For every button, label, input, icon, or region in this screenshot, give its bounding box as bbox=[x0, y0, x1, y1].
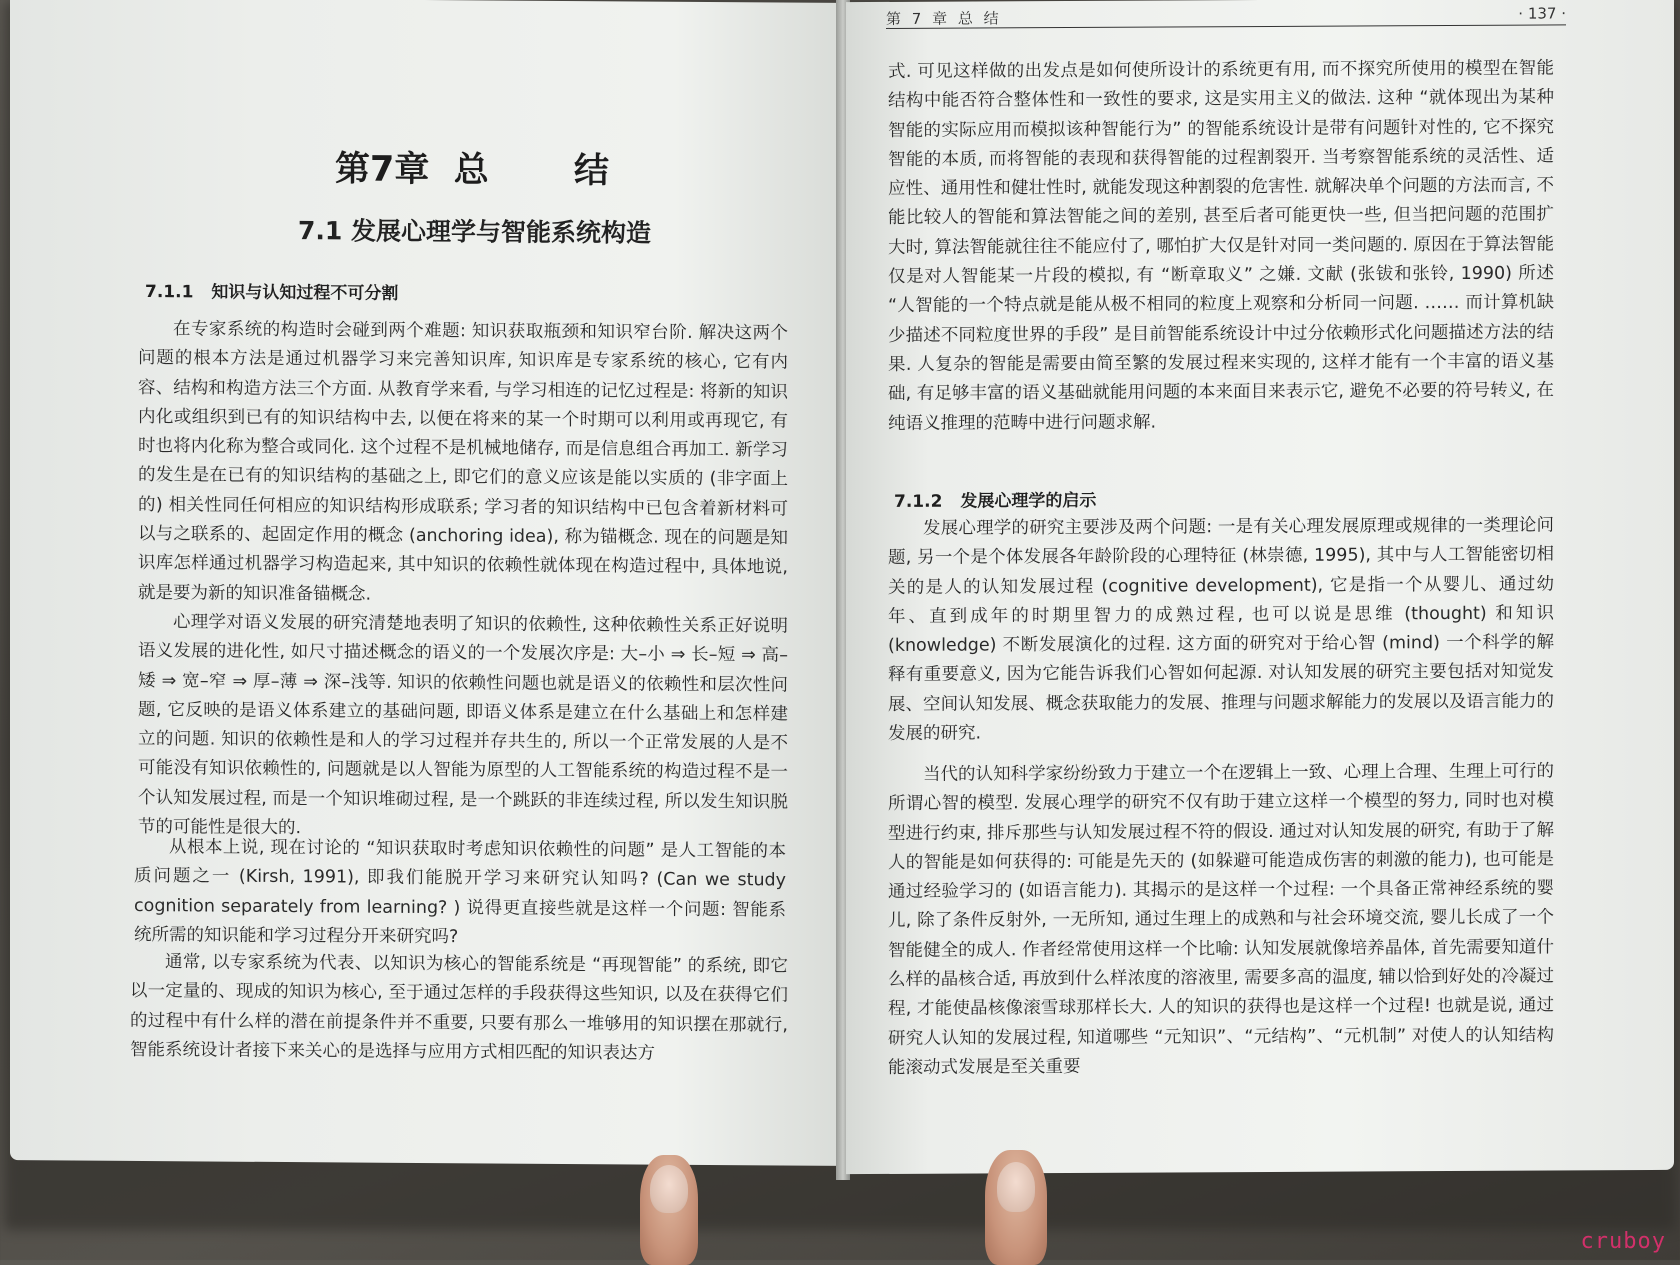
paragraph-continued: 式. 可见这样做的出发点是如何使所设计的系统更有用, 而不探究所使用的模型在智能结构中能否符合整体性和一致性的要求, 这是实用主义的做法. 这种 “就体现出为某种智能的实际应用而模拟该种智能行为” 的智能系统设计是带有问题针对性的, 它不探究智能的本质, 而将智能的表现和获得智能的过程割裂开. 当考察智能系统的灵活性、适应性、通用性和健壮性时, 就能发现这种割裂的危害性. 就解决单个问题的方法而言, 不能比较人的智能和算法智能之间的差别, 甚至后者可能更快一些, 但当把问题的范围扩大时, 算法智能就往往不能应付了, 哪怕扩大仅是针对同一类问题的. 原因在于算法智能仅是对人智能某一片段的模拟, 有 “断章取义” 之嫌. 文献 (张钹和张铃, 1990) 所述 “人智能的一个特点就是能从极不相同的粒度上观察和分析同一问题. …… 而计算机缺少描述不同粒度世界的手段” 是目前智能系统设计中过分依赖形式化问题描述方法的结果. 人复杂的智能是需要由简至繁的发展过程来实现的, 这样才能有一个丰富的语义基础, 有足够丰富的语义基础就能用问题的本来面目来表示它, 避免不必要的符号转义, 在纯语义推理的范畴中进行问题求解. bbox=[888, 58, 1554, 434]
paragraph-expert-system: 在专家系统的构造时会碰到两个难题: 知识获取瓶颈和知识窄台阶. 解决这两个问题的根本方法是通过机器学习来完善知识库, 知识库是专家系统的核心, 它有内容、结构和构造方法三个方面. 从教育学来看, 与学习相连的记忆过程是: 将新的知识内化或组织到已有的知识结构中去, 以便在将来的某一个时期可以利用或再现它, 有时也将内化称为整合或同化. 这个过程不是机械地储存, 而是信息组合再加工. 新学习的发生是在已有的知识结构的基础之上, 即它们的意义应该是能以实质的 (非字面上的) 相关性同任何相应的知识结构形成联系; 学习者的知识结构中已包含着新材料可以与之联系的、起固定作用的概念 (anchoring idea), 称为锚概念. 现在的问题是知识库怎样通过机器学习构造起来, 其中知识的依赖性就体现在构造过程中, 具体地说, 就是要为新的知识准备锚概念. bbox=[138, 319, 788, 605]
subsection-title: 发展心理学的启示 bbox=[960, 490, 1097, 512]
running-head bbox=[886, 4, 1566, 29]
paragraph-reproduce-intelligence: 通常, 以专家系统为代表、以知识为核心的智能系统是 “再现智能” 的系统, 即它以一定量的、现成的知识为核心, 至于通过怎样的手段获得这些知识, 以及在获得它们的过程中有什么样的潜在前提条件并不重要, 只要有那么一堆够用的知识摆在那就行, 智能系统设计者接下来关心的是选择与应用方式相匹配的知识表达方 bbox=[130, 952, 788, 1064]
paragraph-semantic-development: 心理学对语义发展的研究清楚地表明了知识的依赖性, 这种依赖性关系正好说明语义发展的进化性, 如尺寸描述概念的语义的一个发展次序是: 大–小 ⇒ 长–短 ⇒ 高–矮 ⇒ 宽–窄 ⇒ 厚–薄 ⇒ 深–浅等. 知识的依赖性问题也就是语义的依赖性和层次性问题, 它反映的是语义体系建立的基础问题, 即语义体系是建立在什么基础上和怎样建立的问题. 知识的依赖性是和人的学习过程并存共生的, 所以一个正常发展的人是不可能没有知识依赖性的, 问题就是以人智能为原型的人工智能系统的构造过程不是一个认知发展过程, 而是一个知识堆砌过程, 是一个跳跃的非连续过程, 所以发生知识脱节的可能性是很大的. bbox=[138, 612, 788, 839]
paragraph-developmental-psychology: 发展心理学的研究主要涉及两个问题: 一是有关心理发展原理或规律的一类理论问题, 另一个是个体发展各年龄阶段的心理特征 (林崇德, 1995), 其中与人工智能密切相关的是人的认知发展过程 (cognitive development), 它是指一个从婴儿、通过幼年、直到成年的时期里智力的成熟过程, 也可以说是思维 (thought) 和知识 (knowledge) 不断发展演化的过程. 这方面的研究对于给心智 (mind) 一个科学的解释有重要意义, 因为它能告诉我们心智如何起源. 对认知发展的研究主要包括对知觉发展、空间认知发展、概念获取能力的发展、推理与问题求解能力的发展以及语言能力的发展的研究. bbox=[888, 515, 1554, 745]
subsection-heading-7-1-1 bbox=[145, 277, 398, 304]
running-head-chapter: 第 7 章 总 结 bbox=[886, 9, 1002, 28]
subsection-title: 知识与认知过程不可分割 bbox=[211, 282, 399, 304]
right-thumb bbox=[985, 1150, 1047, 1265]
show-through-text bbox=[160, 38, 177, 102]
subsection-number: 7.1.1 bbox=[145, 282, 194, 303]
section-title: 7.1 发展心理学与智能系统构造 bbox=[298, 216, 651, 248]
watermark: cruboy bbox=[1580, 1229, 1666, 1254]
right-thumbnail bbox=[997, 1162, 1035, 1212]
subsection-number: 7.1.2 bbox=[894, 491, 943, 512]
page-number: · 137 · bbox=[1518, 4, 1566, 23]
subsection-heading-7-1-2 bbox=[894, 486, 1096, 512]
right-page bbox=[846, 0, 1674, 1174]
chapter-title: 第7章 总 结 bbox=[335, 149, 610, 192]
left-thumb bbox=[640, 1155, 698, 1265]
left-thumbnail bbox=[650, 1165, 688, 1213]
left-page bbox=[10, 0, 840, 1166]
paragraph-cognitive-science: 当代的认知科学家纷纷致力于建立一个在逻辑上一致、心理上合理、生理上可行的所谓心智的模型. 发展心理学的研究不仅有助于建立这样一个模型的努力, 同时也对模型进行约束, 排斥那些与认知发展过程不符的假设. 通过对认知发展的研究, 有助于了解人的智能是如何获得的: 可能是先天的 (如躲避可能造成伤害的刺激的能力), 也可能是通过经验学习的 (如语言能力). 其揭示的是这样一个过程: 一个具备正常神经系统的婴儿, 除了条件反射外, 一无所知, 通过生理上的成熟和与社会环境交流, 婴儿长成了一个智能健全的成人. 作者经常使用这样一个比喻: 认知发展就像培养晶体, 首先需要知道什么样的晶核合适, 再放到什么样浓度的溶液里, 需要多高的温度, 辅以恰到好处的冷凝过程, 才能使晶核像滚雪球那样长大. 人的知识的获得也是这样一个过程! 也就是说, 通过研究人认知的发展过程, 知道哪些 “元知识”、“元结构”、“元机制” 对使人的认知结构能滚动式发展是至关重要 bbox=[888, 761, 1554, 1078]
paragraph-fundamental-question: 从根本上说, 现在讨论的 “知识获取时考虑知识依赖性的问题” 是人工智能的本质问题之一 (Kirsh, 1991), 即我们能脱开学习来研究认知吗? (Can we study cognition separately from learning? ) 说得更直接些就是这样一个问题: 智能系统所需的知识能和学习过程分开来研究吗? bbox=[134, 837, 786, 948]
